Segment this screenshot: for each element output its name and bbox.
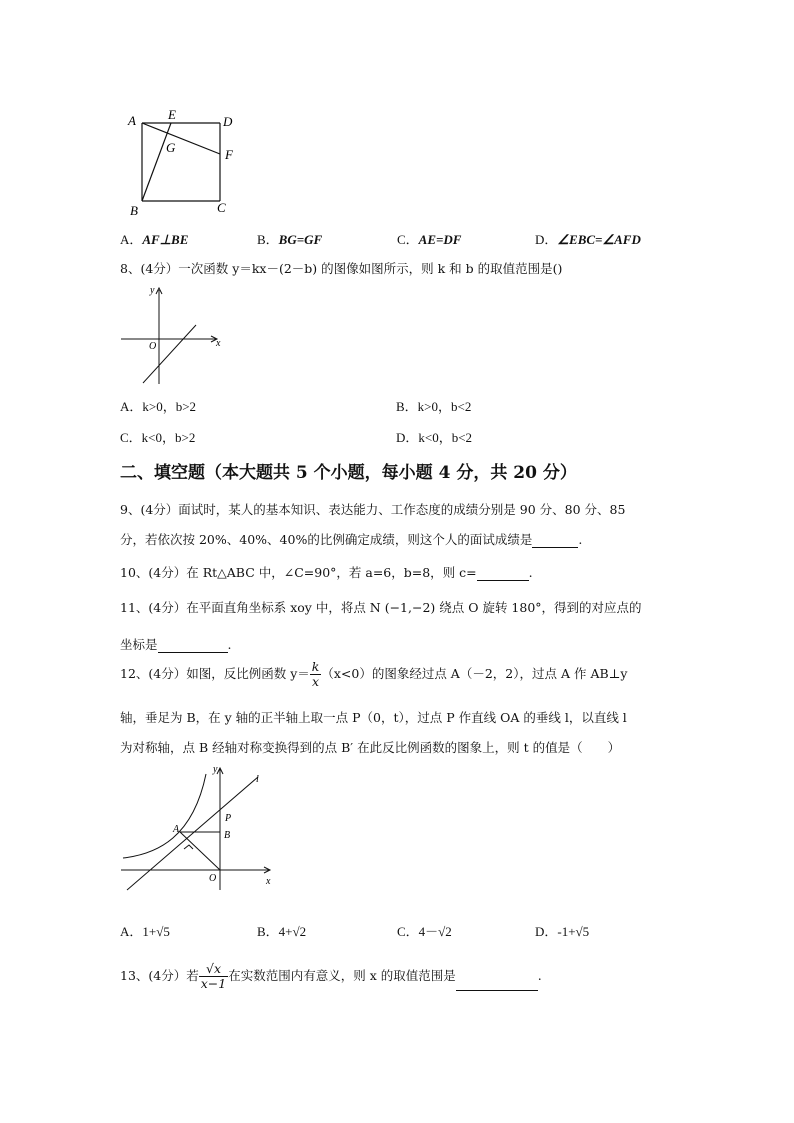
point-A-label: A — [173, 824, 180, 835]
q12-option-a: A．1+√5 — [120, 924, 170, 939]
q10-text: 10、(4分）在 Rt△ABC 中，∠C=90°，若 a=6，b=8，则 c= . — [120, 565, 533, 580]
origin-label: O — [209, 873, 217, 884]
q12-line3: 为对称轴，点 B 经轴对称变换得到的点 B′ 在此反比例函数的图象上，则 t 的值是（ ） — [120, 740, 621, 755]
axis-y-label: y — [213, 764, 218, 775]
q11-line2: 坐标是 . — [120, 637, 232, 652]
q8-option-a: A．k>0，b>2 — [120, 399, 197, 414]
point-B-label: B — [224, 830, 231, 841]
point-P-label: P — [225, 813, 232, 824]
answer-blank[interactable] — [158, 652, 228, 653]
fraction-sqrt-x-over-x-minus-1: $\frac{√x}{x-1}$ — [200, 961, 227, 991]
q7-option-a: A．AF⊥BE — [120, 232, 189, 247]
q7-option-b: B．BG=GF — [257, 232, 323, 247]
axis-x-label: x — [266, 876, 271, 887]
label-A: A — [128, 113, 136, 128]
q12-option-d: D．-1+√5 — [535, 924, 590, 939]
q8-option-c: C．k<0，b>2 — [120, 430, 196, 445]
q12-line1: 12、(4分）如图，反比例函数 y＝ $\frac{k}{x}$ （x<0）的图象经过点 A（－2，2），过点 A 作 AB⊥y — [120, 659, 628, 689]
q8-option-d: D．k<0，b<2 — [396, 430, 473, 445]
answer-blank[interactable] — [532, 547, 578, 548]
label-F: F — [225, 147, 233, 162]
label-B: B — [130, 203, 138, 218]
answer-blank[interactable] — [477, 580, 529, 581]
q7-option-d: D．∠EBC=∠AFD — [535, 232, 641, 247]
fraction-k-over-x: $\frac{k}{x}$ — [311, 659, 320, 689]
label-E: E — [168, 107, 176, 122]
axis-y-label: y — [150, 285, 155, 296]
section-title: 二、填空题（本大题共 5 个小题，每小题 4 分，共 20 分） — [120, 463, 577, 483]
label-D: D — [223, 114, 233, 129]
q9-line1: 9、(4分）面试时，某人的基本知识、表达能力、工作态度的成绩分别是 90 分、80 分、85 — [120, 502, 626, 517]
label-G: G — [166, 140, 176, 155]
axis-x-label: x — [216, 338, 221, 349]
q13-text: 13、(4分）若 $\frac{√x}{x-1}$ 在实数范围内有意义，则 x 的取值范围是 . — [120, 961, 542, 991]
q11-line1: 11、(4分）在平面直角坐标系 xoy 中，将点 N (−1,−2) 绕点 O 旋转 180°，得到的对应点的 — [120, 600, 642, 615]
q7-option-c: C．AE=DF — [397, 232, 462, 247]
line-graph-figure — [118, 280, 228, 390]
q12-option-b: B．4+√2 — [257, 924, 307, 939]
q8-text: 8、(4分）一次函数 y＝kx－(2－b) 的图像如图所示，则 k 和 b 的取值范围是() — [120, 261, 563, 276]
origin-label: O — [149, 341, 157, 352]
label-C: C — [217, 200, 226, 215]
q12-option-c: C．4－√2 — [397, 924, 452, 939]
q12-line2: 轴，垂足为 B，在 y 轴的正半轴上取一点 P（0，t），过点 P 作直线 OA 的垂线 l，以直线 l — [120, 710, 627, 725]
line-l-label: l — [256, 774, 259, 785]
q9-line2: 分，若依次按 20%、40%、40%的比例确定成绩，则这个人的面试成绩是 . — [120, 532, 583, 547]
answer-blank[interactable] — [456, 990, 538, 991]
hyperbola-figure — [118, 762, 278, 892]
square-figure — [120, 105, 250, 220]
q8-option-b: B．k>0，b<2 — [396, 399, 472, 414]
